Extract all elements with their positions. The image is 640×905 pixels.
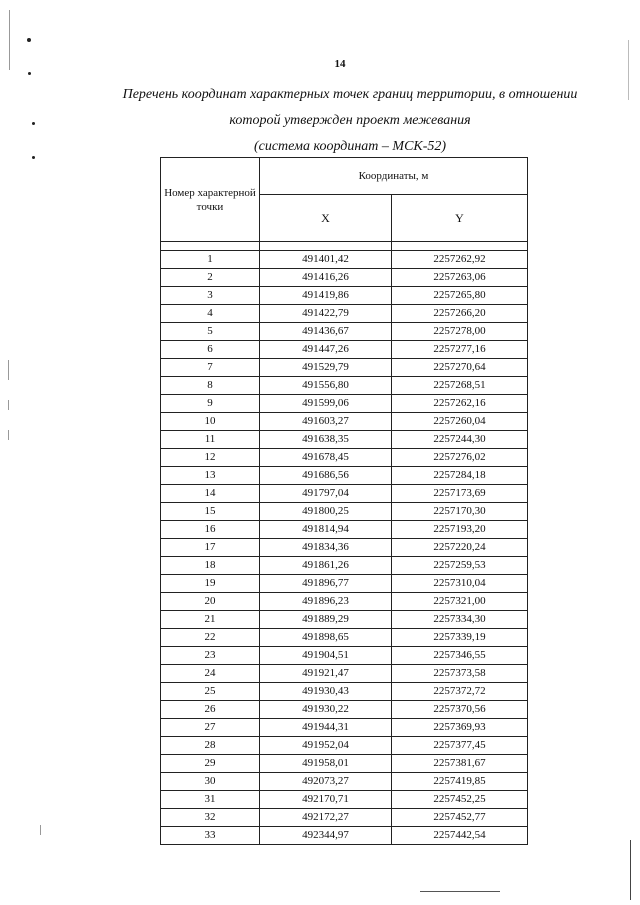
table-row bbox=[161, 395, 528, 413]
point-number-cell: 25 bbox=[161, 683, 260, 701]
table-row bbox=[161, 791, 528, 809]
document-title-line-1: Перечень координат характерных точек границ территории, в отношении bbox=[122, 87, 578, 102]
table-row bbox=[161, 251, 528, 269]
x-coordinate-cell: 491599,06 bbox=[260, 395, 392, 413]
point-number-cell: 31 bbox=[161, 791, 260, 809]
x-coordinate-cell: 491904,51 bbox=[260, 647, 392, 665]
y-coordinate-cell: 2257259,53 bbox=[392, 557, 528, 575]
point-number-cell: 12 bbox=[161, 449, 260, 467]
y-coordinate-cell: 2257369,93 bbox=[392, 719, 528, 737]
x-coordinate-cell: 491422,79 bbox=[260, 305, 392, 323]
table-row bbox=[161, 737, 528, 755]
table-row bbox=[161, 359, 528, 377]
table-row bbox=[161, 683, 528, 701]
table-row bbox=[161, 449, 528, 467]
y-coordinate-cell: 2257334,30 bbox=[392, 611, 528, 629]
table-row bbox=[161, 557, 528, 575]
x-coordinate-cell: 491952,04 bbox=[260, 737, 392, 755]
header-point-number: Номер характерной точки bbox=[161, 158, 260, 242]
x-coordinate-cell: 491529,79 bbox=[260, 359, 392, 377]
y-coordinate-cell: 2257310,04 bbox=[392, 575, 528, 593]
table-row bbox=[161, 539, 528, 557]
point-number-cell: 33 bbox=[161, 827, 260, 845]
y-coordinate-cell: 2257260,04 bbox=[392, 413, 528, 431]
y-coordinate-cell: 2257193,20 bbox=[392, 521, 528, 539]
x-coordinate-cell: 491678,45 bbox=[260, 449, 392, 467]
y-coordinate-cell: 2257284,18 bbox=[392, 467, 528, 485]
x-coordinate-cell: 491686,56 bbox=[260, 467, 392, 485]
point-number-cell: 8 bbox=[161, 377, 260, 395]
y-coordinate-cell: 2257370,56 bbox=[392, 701, 528, 719]
scan-bottom-line bbox=[420, 891, 500, 892]
x-coordinate-cell: 492172,27 bbox=[260, 809, 392, 827]
table-row bbox=[161, 323, 528, 341]
x-coordinate-cell: 491638,35 bbox=[260, 431, 392, 449]
coordinates-table bbox=[160, 157, 528, 845]
y-coordinate-cell: 2257278,00 bbox=[392, 323, 528, 341]
x-coordinate-cell: 492073,27 bbox=[260, 773, 392, 791]
table-row bbox=[161, 773, 528, 791]
point-number-cell: 10 bbox=[161, 413, 260, 431]
y-coordinate-cell: 2257266,20 bbox=[392, 305, 528, 323]
x-coordinate-cell: 491896,77 bbox=[260, 575, 392, 593]
table-row bbox=[161, 521, 528, 539]
x-coordinate-cell: 491930,43 bbox=[260, 683, 392, 701]
header-coordinates: Координаты, м bbox=[260, 158, 528, 195]
x-coordinate-cell: 491930,22 bbox=[260, 701, 392, 719]
table-row bbox=[161, 287, 528, 305]
table-row bbox=[161, 305, 528, 323]
table-row bbox=[161, 377, 528, 395]
point-number-cell: 26 bbox=[161, 701, 260, 719]
point-number-cell: 21 bbox=[161, 611, 260, 629]
table-row bbox=[161, 341, 528, 359]
y-coordinate-cell: 2257265,80 bbox=[392, 287, 528, 305]
scan-edge-line bbox=[8, 360, 9, 380]
table-gap-row bbox=[161, 242, 528, 251]
point-number-cell: 4 bbox=[161, 305, 260, 323]
x-coordinate-cell: 491447,26 bbox=[260, 341, 392, 359]
point-number-cell: 30 bbox=[161, 773, 260, 791]
x-coordinate-cell: 491800,25 bbox=[260, 503, 392, 521]
y-coordinate-cell: 2257262,92 bbox=[392, 251, 528, 269]
table-row bbox=[161, 701, 528, 719]
scan-edge-line bbox=[630, 840, 631, 900]
table-row bbox=[161, 485, 528, 503]
header-x: X bbox=[260, 195, 392, 242]
y-coordinate-cell: 2257270,64 bbox=[392, 359, 528, 377]
x-coordinate-cell: 492170,71 bbox=[260, 791, 392, 809]
y-coordinate-cell: 2257268,51 bbox=[392, 377, 528, 395]
y-coordinate-cell: 2257372,72 bbox=[392, 683, 528, 701]
y-coordinate-cell: 2257339,19 bbox=[392, 629, 528, 647]
point-number-cell: 28 bbox=[161, 737, 260, 755]
y-coordinate-cell: 2257419,85 bbox=[392, 773, 528, 791]
scan-dot bbox=[27, 38, 31, 42]
x-coordinate-cell: 491603,27 bbox=[260, 413, 392, 431]
table-row bbox=[161, 719, 528, 737]
point-number-cell: 24 bbox=[161, 665, 260, 683]
point-number-cell: 5 bbox=[161, 323, 260, 341]
y-coordinate-cell: 2257173,69 bbox=[392, 485, 528, 503]
x-coordinate-cell: 491898,65 bbox=[260, 629, 392, 647]
header-y: Y bbox=[392, 195, 528, 242]
scan-dot bbox=[28, 72, 31, 75]
table-row bbox=[161, 629, 528, 647]
y-coordinate-cell: 2257452,25 bbox=[392, 791, 528, 809]
point-number-cell: 18 bbox=[161, 557, 260, 575]
scan-edge-line bbox=[628, 40, 629, 100]
y-coordinate-cell: 2257276,02 bbox=[392, 449, 528, 467]
table-row bbox=[161, 467, 528, 485]
point-number-cell: 29 bbox=[161, 755, 260, 773]
y-coordinate-cell: 2257170,30 bbox=[392, 503, 528, 521]
x-coordinate-cell: 491797,04 bbox=[260, 485, 392, 503]
point-number-cell: 2 bbox=[161, 269, 260, 287]
point-number-cell: 19 bbox=[161, 575, 260, 593]
point-number-cell: 20 bbox=[161, 593, 260, 611]
table-row bbox=[161, 413, 528, 431]
table-row bbox=[161, 647, 528, 665]
scan-dot bbox=[32, 156, 35, 159]
x-coordinate-cell: 491814,94 bbox=[260, 521, 392, 539]
x-coordinate-cell: 491944,31 bbox=[260, 719, 392, 737]
x-coordinate-cell: 491896,23 bbox=[260, 593, 392, 611]
point-number-cell: 7 bbox=[161, 359, 260, 377]
y-coordinate-cell: 2257442,54 bbox=[392, 827, 528, 845]
y-coordinate-cell: 2257263,06 bbox=[392, 269, 528, 287]
document-title-line-2: которой утвержден проект межевания bbox=[229, 113, 471, 128]
document-title-line-3: (система координат – МСК-52) bbox=[253, 139, 447, 154]
table-row bbox=[161, 755, 528, 773]
table-row bbox=[161, 575, 528, 593]
y-coordinate-cell: 2257321,00 bbox=[392, 593, 528, 611]
x-coordinate-cell: 491401,42 bbox=[260, 251, 392, 269]
point-number-cell: 17 bbox=[161, 539, 260, 557]
page-number: 14 bbox=[334, 58, 346, 70]
point-number-cell: 9 bbox=[161, 395, 260, 413]
table-row bbox=[161, 611, 528, 629]
x-coordinate-cell: 491416,26 bbox=[260, 269, 392, 287]
point-number-cell: 22 bbox=[161, 629, 260, 647]
scan-dot bbox=[32, 122, 35, 125]
x-coordinate-cell: 491436,67 bbox=[260, 323, 392, 341]
scan-edge-line bbox=[8, 430, 9, 440]
point-number-cell: 32 bbox=[161, 809, 260, 827]
table-row bbox=[161, 269, 528, 287]
point-number-cell: 27 bbox=[161, 719, 260, 737]
y-coordinate-cell: 2257277,16 bbox=[392, 341, 528, 359]
scan-edge-line bbox=[40, 825, 41, 835]
x-coordinate-cell: 491419,86 bbox=[260, 287, 392, 305]
x-coordinate-cell: 491889,29 bbox=[260, 611, 392, 629]
table-row bbox=[161, 827, 528, 845]
table-row bbox=[161, 593, 528, 611]
table-row bbox=[161, 431, 528, 449]
point-number-cell: 6 bbox=[161, 341, 260, 359]
x-coordinate-cell: 491958,01 bbox=[260, 755, 392, 773]
y-coordinate-cell: 2257373,58 bbox=[392, 665, 528, 683]
point-number-cell: 15 bbox=[161, 503, 260, 521]
scan-edge-line bbox=[8, 400, 9, 410]
x-coordinate-cell: 491861,26 bbox=[260, 557, 392, 575]
point-number-cell: 11 bbox=[161, 431, 260, 449]
x-coordinate-cell: 491834,36 bbox=[260, 539, 392, 557]
point-number-cell: 23 bbox=[161, 647, 260, 665]
table-row bbox=[161, 665, 528, 683]
point-number-cell: 14 bbox=[161, 485, 260, 503]
y-coordinate-cell: 2257377,45 bbox=[392, 737, 528, 755]
point-number-cell: 16 bbox=[161, 521, 260, 539]
table-row bbox=[161, 503, 528, 521]
x-coordinate-cell: 491556,80 bbox=[260, 377, 392, 395]
y-coordinate-cell: 2257244,30 bbox=[392, 431, 528, 449]
table-row bbox=[161, 809, 528, 827]
x-coordinate-cell: 492344,97 bbox=[260, 827, 392, 845]
point-number-cell: 3 bbox=[161, 287, 260, 305]
x-coordinate-cell: 491921,47 bbox=[260, 665, 392, 683]
y-coordinate-cell: 2257262,16 bbox=[392, 395, 528, 413]
y-coordinate-cell: 2257452,77 bbox=[392, 809, 528, 827]
y-coordinate-cell: 2257346,55 bbox=[392, 647, 528, 665]
y-coordinate-cell: 2257381,67 bbox=[392, 755, 528, 773]
y-coordinate-cell: 2257220,24 bbox=[392, 539, 528, 557]
point-number-cell: 1 bbox=[161, 251, 260, 269]
point-number-cell: 13 bbox=[161, 467, 260, 485]
